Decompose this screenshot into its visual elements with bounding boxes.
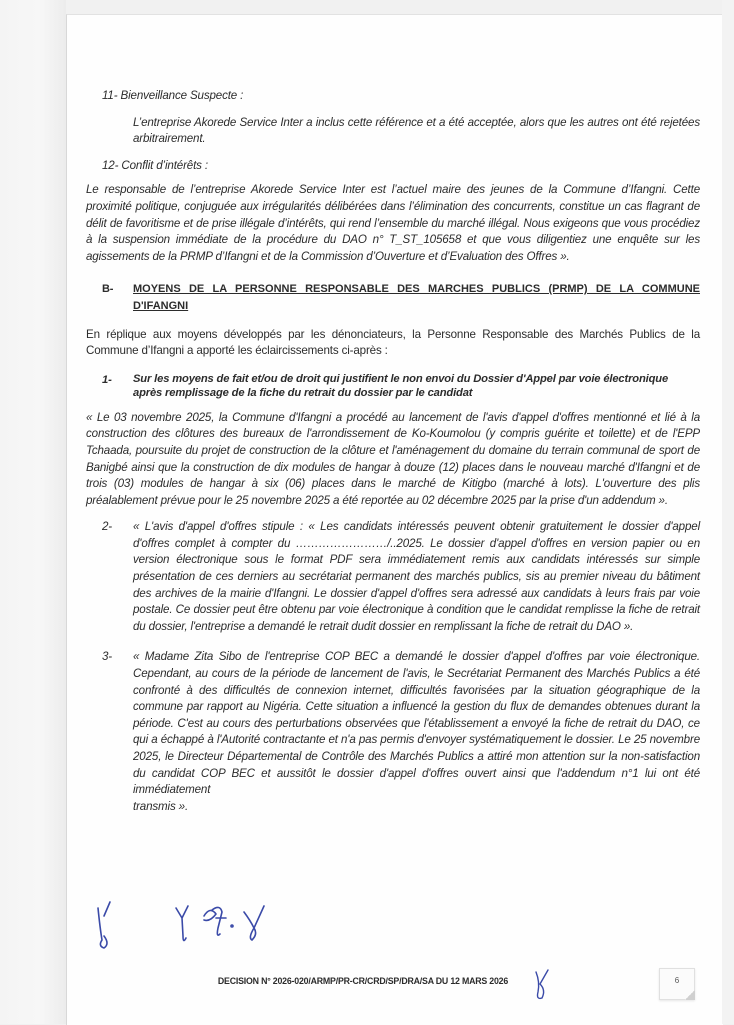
item-11-heading: 11- Bienveillance Suspecte : xyxy=(102,89,244,102)
handwritten-initials xyxy=(88,898,288,954)
point-1-number: 1- xyxy=(102,373,112,386)
page-curl-icon xyxy=(685,990,695,1000)
point-2-number: 2- xyxy=(102,520,113,534)
point-3-number: 3- xyxy=(102,650,113,664)
item-12-heading: 12- Conflit d’intérêts : xyxy=(102,158,208,172)
initial-mark-2 xyxy=(176,906,188,941)
point-1-title: Sur les moyens de fait et/ou de droit qui justifient le non envoi du Dossier d'Appel par voie électronique après remplissage de la fiche du retrait du dossier par le candidat xyxy=(133,372,669,399)
section-b-number: B- xyxy=(102,283,114,296)
item-11-body: L’entreprise Akorede Service Inter a inclus cette référence et a été acceptée, alors que les autres ont été rejetées arbitrairement. xyxy=(133,115,700,146)
page-number-box xyxy=(659,968,695,1000)
point-3-last-line: transmis ». xyxy=(133,799,189,813)
point-1-quote: « Le 03 novembre 2025, la Commune d'Ifangni a procédé au lancement de l'avis d'appel d'offres mentionné et lié à la construction des clôtures des bureaux de l'arrondissement de Ko-Koumolou (y compris guérite et toilette) et de l'EPP Tchaada, poursuite du projet de construction de la clôture et l'aménagement du domaine du terrain communal de sport de Banigbé ainsi que la construction de dix modules de hangar à douze (12) places dans le nouveau marché d'Ifangni et de trois (03) modules de hangar à six (06) places dans le marché de Kitigbo (marché à lots). L'ouverture des plis préalablement prévue pour le 25 novembre 2025 a été reportée au 02 décembre 2025 par la prise d'un addendum ». xyxy=(86,410,700,507)
initial-mark-4 xyxy=(244,906,264,940)
scan-background-left xyxy=(0,0,66,1024)
section-b-title: MOYENS DE LA PERSONNE RESPONSABLE DES MARCHES PUBLICS (PRMP) DE LA COMMUNE D'IFANGNI xyxy=(133,283,700,312)
footer-initial-icon xyxy=(532,968,552,1002)
section-b-heading xyxy=(102,281,700,314)
page-content xyxy=(86,88,700,823)
scan-background-right xyxy=(722,0,734,1024)
initial-mark-1 xyxy=(98,902,110,948)
point-1-heading xyxy=(102,372,700,400)
point-3 xyxy=(102,649,700,822)
decision-reference: DECISION N° 2026-020/ARMP/PR-CR/CRD/SP/DRA/SA DU 12 MARS 2026 xyxy=(217,976,509,986)
page-number: 6 xyxy=(674,976,680,985)
section-b-intro: En réplique aux moyens développés par les dénonciateurs, la Personne Responsable des Marchés Publics de la Commune d’Ifangni a apporté les éclaircissements ci-après : xyxy=(86,327,700,358)
point-2 xyxy=(102,519,700,635)
footer xyxy=(0,976,734,986)
item-12-body: Le responsable de l’entreprise Akorede Service Inter est l’actuel maire des jeunes de la Commune d’Ifangni. Cette proximité politique, conjuguée aux irrégularités délibérées dans l’élimination des concurrents, constitue un cas flagrant de délit de favoritisme et de prise illégale d’intérêts, qui rend l’ensemble du marché illégal. Nous exigeons que vous procédiez à la suspension immédiate de la procédure du DAO n° T_ST_105658 et que vous diligentiez une enquête sur les agissements de la PRMP d’Ifangni et de la Commission d’Ouverture et d’Evaluation des Offres ». xyxy=(86,183,700,263)
point-2-body: « L'avis d'appel d'offres stipule : « Les candidats intéressés peuvent obtenir gratuitement le dossier d'appel d'offres complet à compter du ……………………/..2025. Le dossier d'appel d'offres en version papier ou en version électronique sous le format PDF sera immédiatement remis aux candidats intéressés sur simple présentation de ces derniers au secrétariat permanent des marchés publics, sis au premier niveau du bâtiment des archives de la mairie d'Ifangni. Le dossier d'appel d'offres sera adressé aux candidats à leurs frais par voie postale. Ce dossier peut être obtenu par voie électronique à condition que le candidat remplisse la fiche de retrait du dossier, l'entreprise a demandé le retrait dudit dossier en remplissant la fiche de retrait du DAO ». xyxy=(133,520,700,633)
point-3-body: « Madame Zita Sibo de l'entreprise COP BEC a demandé le dossier d'appel d'offres par voie électronique. Cependant, au cours de la période de lancement de l'avis, le Secrétariat Permanent des Marchés Publics a été confronté à des difficultés de connexion internet, difficultés favorisées par la situation géographique de la commune par rapport au Nigéria. Cette situation a influencé la gestion du flux de demandes obtenues durant la période. C'est au cours des perturbations observées que l'établissement a envoyé la fiche de retrait du DAO, ce qui a échappé à l'Autorité contractante et n'a pas permis d'envoyer systématiquement le dossier. Le 25 novembre 2025, le Directeur Départemental de Contrôle des Marchés Publics a attiré mon attention sur la non-satisfaction du candidat COP BEC et aussitôt le dossier d'appel d'offres ouvert ainsi que l'addendum n°1 lui ont été immédiatement xyxy=(133,650,700,797)
initial-mark-3 xyxy=(204,907,233,935)
